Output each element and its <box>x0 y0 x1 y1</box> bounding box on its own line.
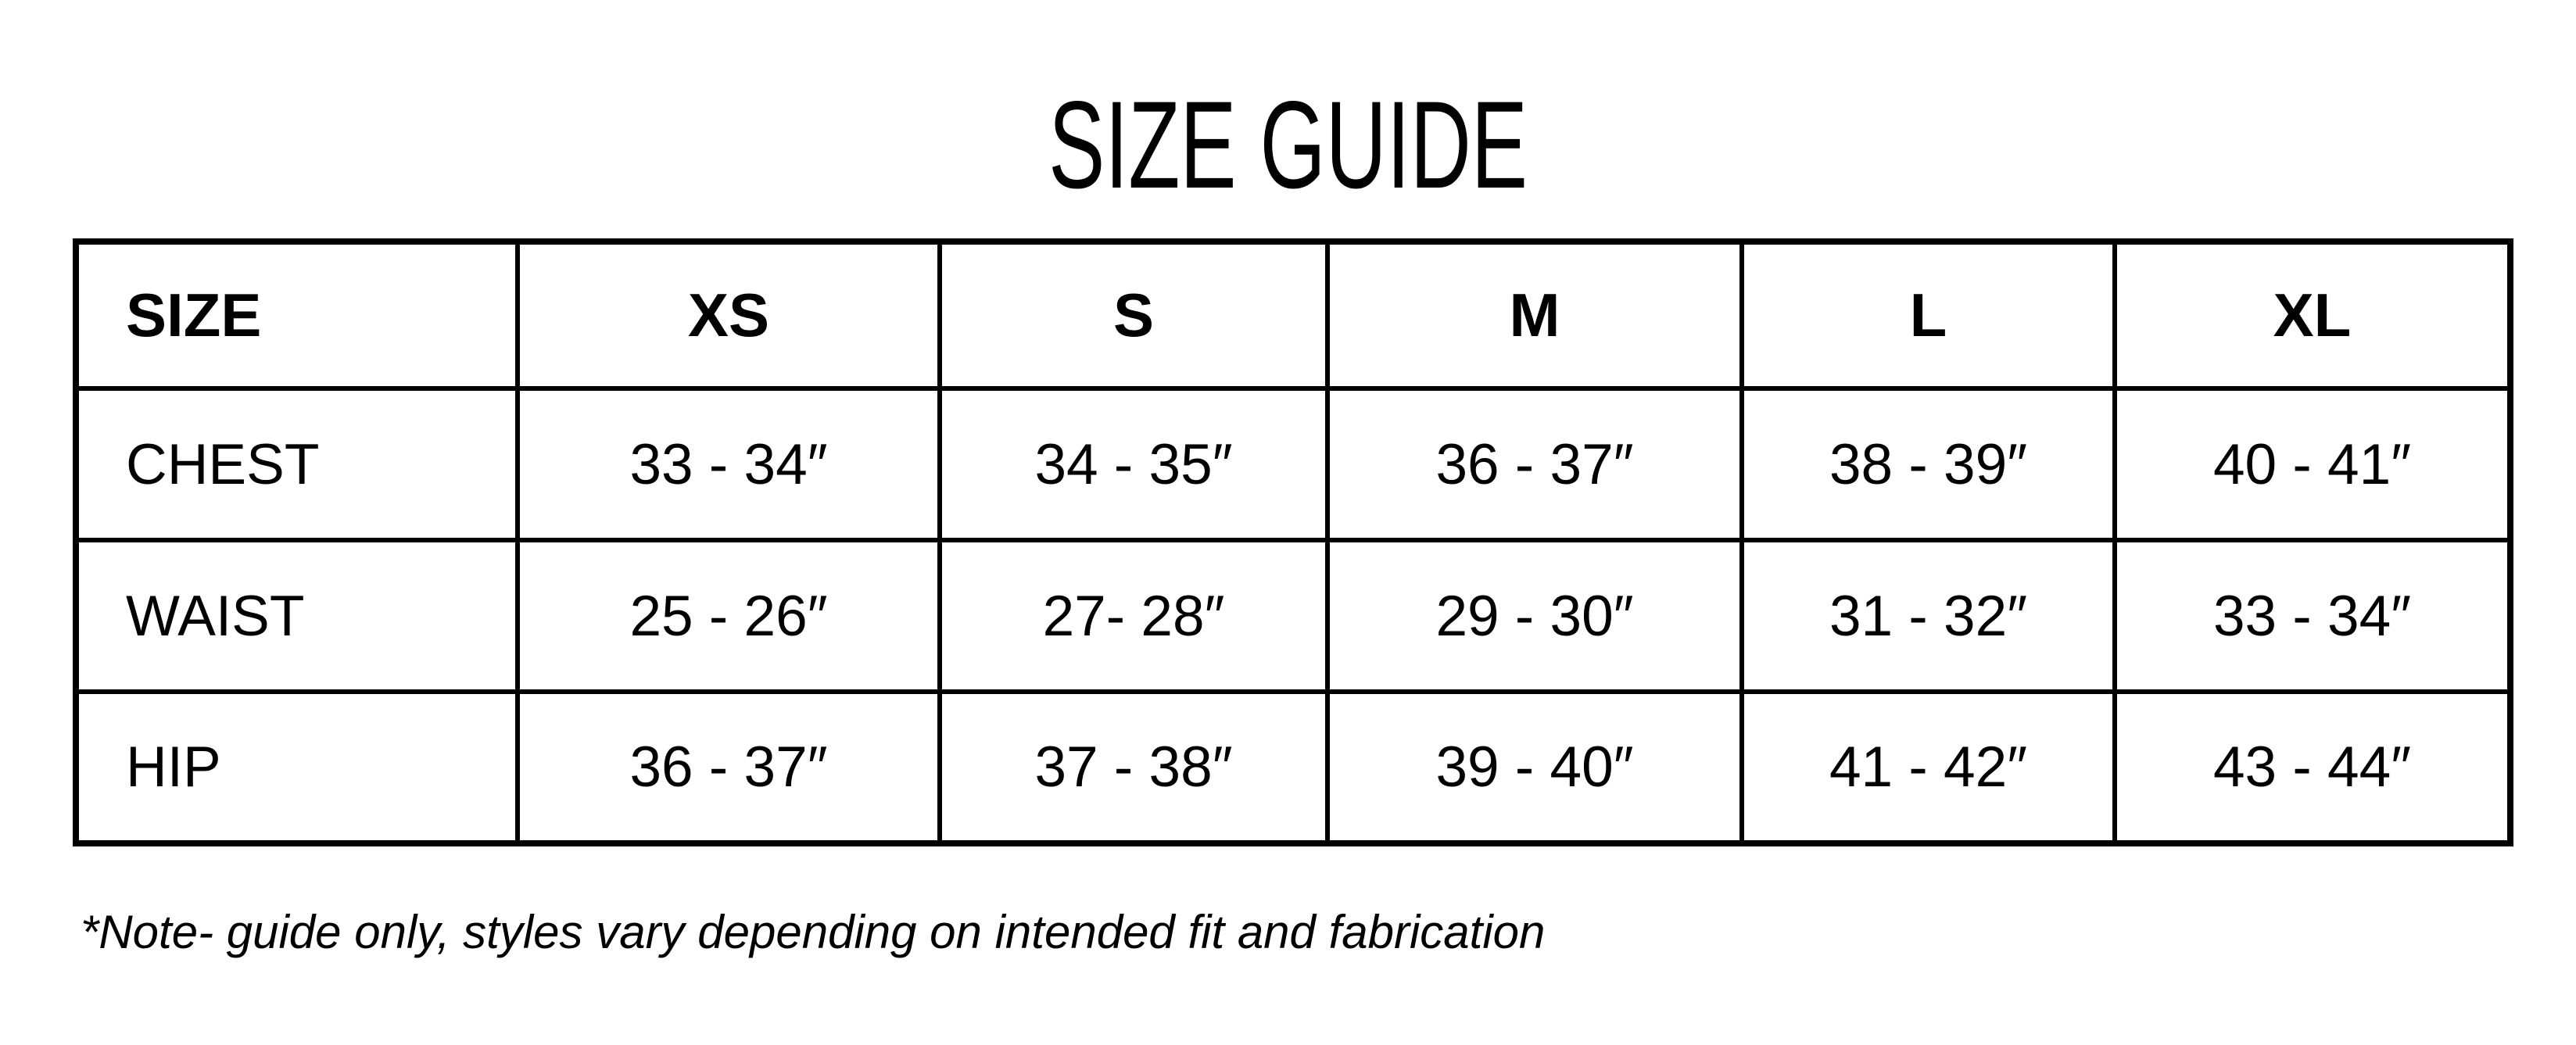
row-label-chest: CHEST <box>76 388 518 540</box>
cell-chest-m: 36 - 37″ <box>1327 388 1742 540</box>
cell-chest-s: 34 - 35″ <box>940 388 1327 540</box>
header-cell-xs: XS <box>518 242 940 388</box>
header-row <box>76 242 2510 388</box>
cell-waist-s: 27- 28″ <box>940 540 1327 692</box>
row-label-hip: HIP <box>76 692 518 843</box>
cell-hip-l: 41 - 42″ <box>1742 692 2115 843</box>
table-row-waist <box>76 540 2510 692</box>
cell-chest-xs: 33 - 34″ <box>518 388 940 540</box>
cell-waist-l: 31 - 32″ <box>1742 540 2115 692</box>
header-cell-size: SIZE <box>76 242 518 388</box>
cell-waist-xs: 25 - 26″ <box>518 540 940 692</box>
size-table <box>73 238 2513 846</box>
row-label-waist: WAIST <box>76 540 518 692</box>
cell-hip-s: 37 - 38″ <box>940 692 1327 843</box>
page-title <box>0 75 2576 214</box>
cell-hip-xl: 43 - 44″ <box>2115 692 2510 843</box>
cell-chest-xl: 40 - 41″ <box>2115 388 2510 540</box>
cell-waist-m: 29 - 30″ <box>1327 540 1742 692</box>
cell-hip-xs: 36 - 37″ <box>518 692 940 843</box>
cell-waist-xl: 33 - 34″ <box>2115 540 2510 692</box>
header-cell-m: M <box>1327 242 1742 388</box>
header-cell-s: S <box>940 242 1327 388</box>
page-title-text: SIZE GUIDE <box>1048 75 1528 214</box>
note-text: *Note- guide only, styles vary depending on intended fit and fabrication <box>81 906 1546 958</box>
table-row-hip <box>76 692 2510 843</box>
cell-hip-m: 39 - 40″ <box>1327 692 1742 843</box>
table-row-chest <box>76 388 2510 540</box>
header-cell-l: L <box>1742 242 2115 388</box>
header-cell-xl: XL <box>2115 242 2510 388</box>
cell-chest-l: 38 - 39″ <box>1742 388 2115 540</box>
